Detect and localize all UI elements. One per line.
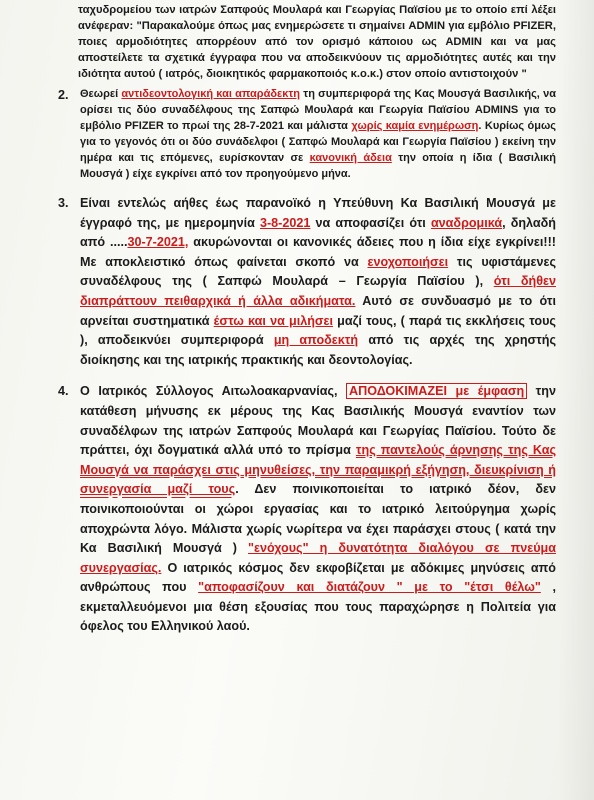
highlighted-phrase: της παντελούς άρνησης της Κας Μουσγά να παράσχει στις μηνυθείσες, την παραμικρή εξήγηση, διευκρίνιση ή συνεργασία μαζί τους — [80, 443, 557, 497]
text-run: , εκμεταλλευόμενοι μια θέση εξουσίας που τους παραχώρησε η Πολιτεία για όφελος του Ελληνικού λαού. — [80, 580, 556, 634]
item-4-text — [80, 382, 556, 637]
text-run: Είναι εντελώς αήθες έως παρανοϊκό η Υπεύθυνη Κα Βασιλική Μουσγά με έγγραφό της, με ημερομηνία — [80, 196, 556, 230]
highlighted-phrase: χωρίς καμία ενημέρωση — [351, 120, 479, 132]
item-number: 2. — [58, 88, 69, 102]
page-edge-shadow — [558, 0, 594, 800]
text-run: . Κυρίως όμως για το γεγονός ότι οι δύο συνάδελφοι ( Σαπφώ Μουλαρά και Γεωργία Παϊσίου ) εκείνη την ημέρα και τις επόμενες, ευρίσκονταν σε — [80, 120, 556, 164]
item-2-text — [80, 86, 556, 182]
highlighted-phrase: "αποφασίζουν και διατάζουν " με το "έτσι θέλω" — [198, 580, 541, 595]
list-item-4 — [56, 382, 556, 637]
highlighted-phrase: κανονική άδεια — [309, 152, 392, 164]
boxed-phrase: ΑΠΟΔΟΚΙΜΑΖΕΙ με έμφαση — [346, 383, 527, 399]
highlighted-phrase: μη αποδεκτή — [273, 333, 359, 348]
text-run: ακυρώνονται οι κανονικές άδειες που η ίδια είχε εγκρίνει!!! Με αποκλειστικό όπως φαίνεται σκοπό να — [80, 235, 556, 269]
highlighted-phrase: αναδρομικά — [430, 215, 503, 230]
item-number: 3. — [58, 196, 69, 210]
text-run: . Δεν ποινικοποιείται το ιατρικό δέον, δεν ποινικοποιούνται οι χώροι εργασίας και το ιατρικό λειτούργημα χωρίς αποχρώντα λόγο. Μάλιστα χωρίς νωρίτερα να έχει παράσχει στους ( κατά την Κα Βασιλική Μουσγά ) — [80, 482, 557, 556]
text-run: Ο Ιατρικός Σύλλογος Αιτωλοακαρνανίας, — [80, 384, 347, 399]
list-item-2 — [56, 86, 556, 182]
highlighted-phrase: ότι δήθεν διαπράττουν πειθαρχικά ή άλλα αδικήματα. — [80, 274, 556, 308]
highlighted-phrase: 30-7-2021, — [127, 235, 189, 250]
highlighted-phrase: ενοχοποιήσει — [367, 254, 449, 269]
text-run: τη συμπεριφορά της Κας Μουσγά Βασιλικής, να ορίσει τις δύο συναδέλφους της Σαπφώ Μουλαρά και Γεωργία Παϊσίου ADMINS για το εμβόλιο PFIZER το πρωί της 28-7-2021 και μάλιστα — [80, 88, 556, 132]
list-item-3 — [56, 194, 556, 370]
text-run: την κατάθεση μήνυσης εκ μέρους της Κας Βασιλικής Μουσγά εναντίον των συναδέλφων της ιατρών Σαπφούς Μουλαρά και Γεωργίας Παϊσίου. Τούτο δε πράττει, όχι δογματικά αλλά υπό το πρίσμα — [80, 384, 556, 458]
highlighted-phrase: έστω και να μιλήσει — [213, 313, 333, 328]
text-run: , δηλαδή από ..... — [80, 215, 556, 250]
text-run: τις υφιστάμενες συναδέλφους της ( Σαπφώ Μουλαρά – Γεωργία Παϊσίου ), — [80, 254, 556, 289]
highlighted-phrase: αντιδεοντολογική και απαράδεκτη — [121, 88, 301, 100]
text-run: από τις αρχές της χρηστής διοίκησης και της ιατρικής πρακτικής και δεοντολογίας. — [80, 333, 557, 367]
text-run: Θεωρεί — [80, 88, 122, 100]
highlighted-phrase: "ενόχους" η δυνατότητα διαλόγου σε πνεύμα συνεργασίας. — [80, 541, 556, 575]
intro-paragraph: ταχυδρομείου των ιατρών Σαπφούς Μουλαρά και Γεωργίας Παϊσίου με το οποίο επί λέξει ανέφεραν: "Παρακαλούμε όπως μας ενημερώσετε τι σημαίνει ADMIN για εμβόλιο PFIZER, ποιες αρμοδιότητες απορρέουν από τον ορισμό κάποιου ως ADMIN και να μας αποστείλετε τα σχετικά έγγραφα που να αποδεικνύουν τις αρμοδιότητες αυτές και την ιδιότητα αυτού ( ιατρός, διοικητικός φαρμακοποιός κ.ο.κ.) στον οποίο αντιστοιχούν " — [78, 4, 556, 80]
item-3-text — [80, 194, 556, 370]
text-run: να αποφασίζει ότι — [310, 215, 431, 230]
item-number: 4. — [58, 384, 69, 399]
text-run: την οποία η ίδια ( Βασιλική Μουσγά ) είχε εγκρίνει από τον προηγούμενο μήνα. — [80, 152, 556, 180]
text-run: Ο ιατρικός κόσμος δεν εκφοβίζεται με αδόκιμες μηνύσεις από ανθρώπους που — [80, 560, 556, 595]
text-run: μαζί τους, ( παρά τις εκκλήσεις τους ), αποδεικνύει συμπεριφορά — [80, 313, 556, 348]
text-run: Αυτό σε συνδυασμό με το ότι αρνείται συστηματικά — [80, 293, 556, 328]
highlighted-phrase: 3-8-2021 — [259, 215, 311, 230]
document-body — [56, 0, 556, 649]
